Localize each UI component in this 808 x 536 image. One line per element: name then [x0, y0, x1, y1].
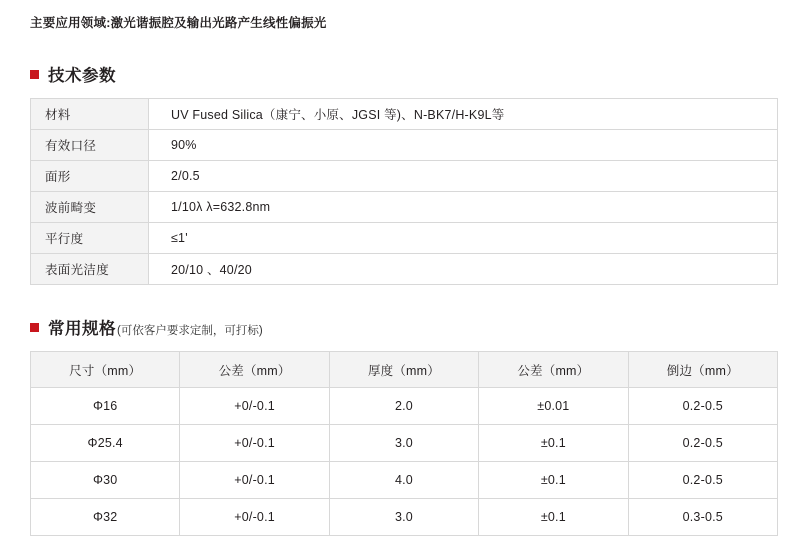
- table-row: [31, 192, 778, 223]
- tech-param-value: ≤1': [149, 223, 778, 254]
- tech-param-value: 20/10 、40/20: [149, 254, 778, 285]
- spec-cell: ±0.1: [479, 425, 628, 462]
- table-row: [31, 462, 778, 499]
- tech-param-value: 2/0.5: [149, 161, 778, 192]
- spec-table: [30, 351, 778, 536]
- tech-param-value: UV Fused Silica（康宁、小原、JGSI 等)、N-BK7/H-K9L等: [149, 99, 778, 130]
- square-bullet-icon: [30, 323, 39, 332]
- table-row: [31, 499, 778, 536]
- spec-cell: +0/-0.1: [180, 462, 329, 499]
- square-bullet-icon: [30, 70, 39, 79]
- spec-col-header: 公差（mm）: [180, 352, 329, 388]
- spec-cell: ±0.1: [479, 462, 628, 499]
- tech-param-label: 面形: [31, 161, 149, 192]
- spec-cell: ±0.1: [479, 499, 628, 536]
- intro-text: 主要应用领域:激光谐振腔及输出光路产生线性偏振光: [30, 16, 327, 30]
- spec-cell: Φ32: [31, 499, 180, 536]
- section-title-tech: 技术参数: [48, 67, 116, 85]
- tech-params-table: [30, 98, 778, 285]
- spec-cell: 0.3-0.5: [628, 499, 777, 536]
- spec-cell: 0.2-0.5: [628, 425, 777, 462]
- section-heading-tech: [30, 62, 116, 86]
- spec-cell: +0/-0.1: [180, 388, 329, 425]
- section-note-spec: (可依客户要求定制，可打标): [117, 325, 263, 337]
- table-row: [31, 254, 778, 285]
- spec-cell: ±0.01: [479, 388, 628, 425]
- spec-cell: 4.0: [329, 462, 478, 499]
- table-row: [31, 388, 778, 425]
- spec-col-header: 倒边（mm）: [628, 352, 777, 388]
- tech-param-label: 有效口径: [31, 130, 149, 161]
- spec-cell: Φ25.4: [31, 425, 180, 462]
- table-row: [31, 223, 778, 254]
- spec-cell: 2.0: [329, 388, 478, 425]
- spec-cell: 3.0: [329, 425, 478, 462]
- spec-cell: +0/-0.1: [180, 425, 329, 462]
- spec-cell: +0/-0.1: [180, 499, 329, 536]
- tech-param-value: 1/10λ λ=632.8nm: [149, 192, 778, 223]
- section-title-spec: 常用规格: [48, 320, 116, 338]
- table-row: [31, 99, 778, 130]
- table-row: [31, 425, 778, 462]
- spec-col-header: 厚度（mm）: [329, 352, 478, 388]
- section-heading-spec: [30, 315, 263, 339]
- table-header-row: [31, 352, 778, 388]
- table-row: [31, 130, 778, 161]
- table-row: [31, 161, 778, 192]
- tech-param-label: 平行度: [31, 223, 149, 254]
- spec-col-header: 尺寸（mm）: [31, 352, 180, 388]
- tech-param-label: 波前畸变: [31, 192, 149, 223]
- spec-cell: 0.2-0.5: [628, 388, 777, 425]
- spec-cell: Φ16: [31, 388, 180, 425]
- spec-col-header: 公差（mm）: [479, 352, 628, 388]
- spec-cell: Φ30: [31, 462, 180, 499]
- tech-param-label: 材料: [31, 99, 149, 130]
- tech-param-value: 90%: [149, 130, 778, 161]
- spec-cell: 3.0: [329, 499, 478, 536]
- spec-cell: 0.2-0.5: [628, 462, 777, 499]
- tech-param-label: 表面光洁度: [31, 254, 149, 285]
